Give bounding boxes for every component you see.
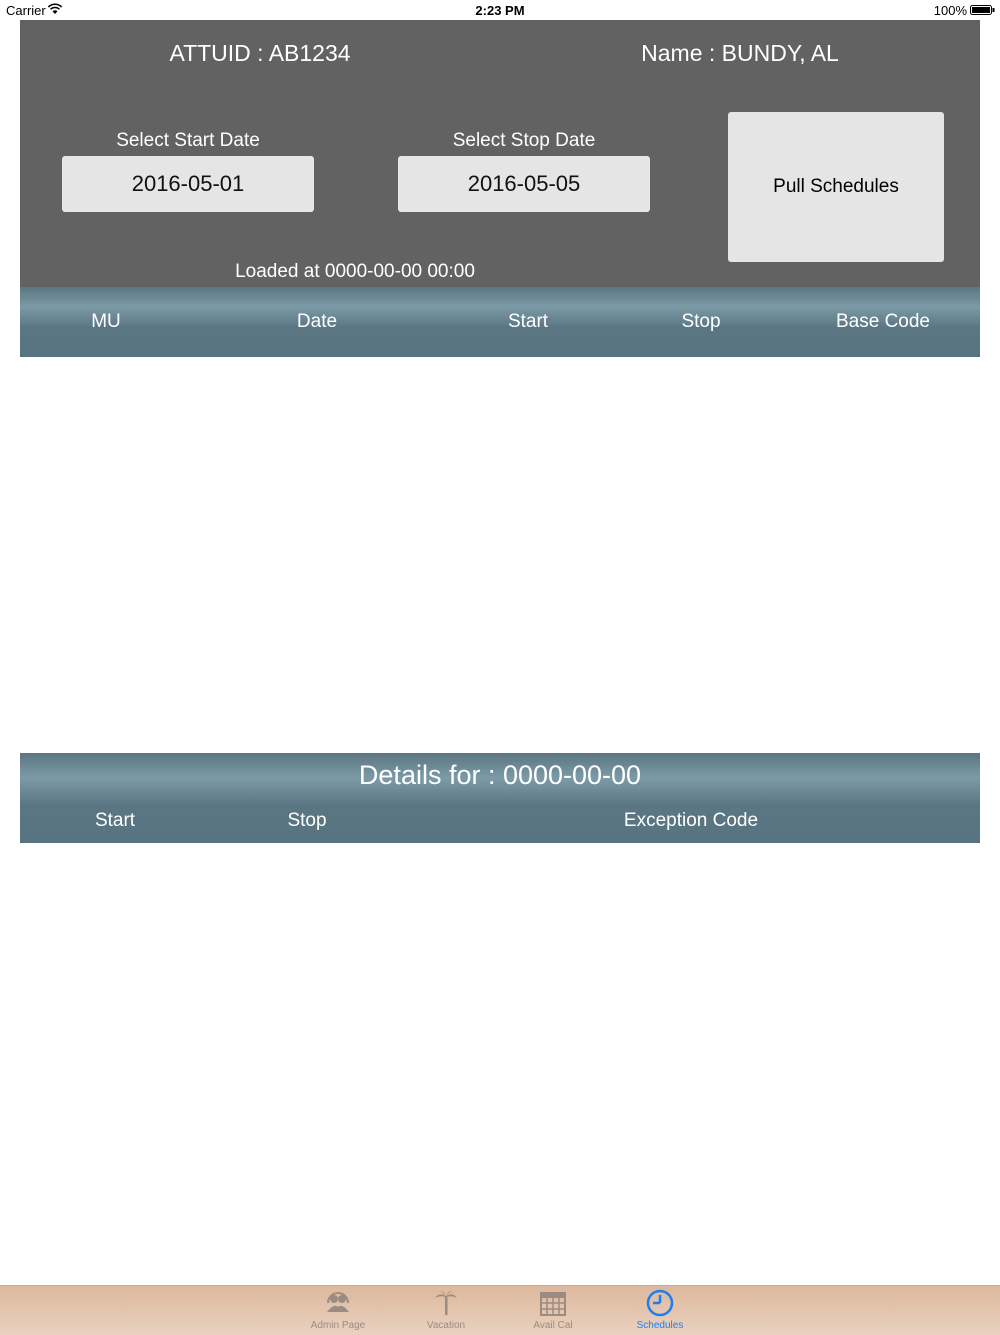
status-bar [0, 0, 1000, 20]
start-date-label: Select Start Date [116, 130, 260, 151]
battery-percent: 100% [933, 3, 967, 18]
details-header [20, 753, 980, 843]
carrier-label: Carrier [6, 3, 46, 18]
column-header-base-code: Base Code [835, 311, 930, 332]
battery-icon [970, 5, 995, 15]
clock-icon [646, 1289, 674, 1317]
tab-label-admin-page: Admin Page [310, 1320, 366, 1331]
tab-vacation[interactable] [396, 1286, 496, 1335]
column-header-stop: Stop [681, 311, 721, 332]
tab-label-vacation: Vacation [426, 1320, 466, 1331]
tab-admin-page[interactable] [288, 1286, 388, 1335]
details-list[interactable] [20, 843, 980, 1283]
stop-date-label: Select Stop Date [452, 130, 596, 151]
tab-bar [0, 1285, 1000, 1335]
schedule-table-header [20, 287, 980, 357]
details-column-exception-code: Exception Code [623, 810, 759, 831]
palm-tree-icon [432, 1289, 460, 1317]
tab-label-avail-cal: Avail Cal [533, 1320, 573, 1331]
details-title: Details for : 0000-00-00 [358, 760, 642, 790]
column-header-start: Start [507, 311, 549, 332]
column-header-mu: MU [91, 311, 121, 332]
tab-schedules[interactable] [610, 1286, 710, 1335]
header-panel [20, 20, 980, 288]
column-header-date: Date [296, 311, 338, 332]
admin-icon [324, 1289, 352, 1317]
employee-name-label: Name : BUNDY, AL [641, 40, 839, 66]
attuid-label: ATTUID : AB1234 [169, 40, 351, 66]
start-date-field[interactable]: 2016-05-01 [62, 156, 314, 212]
stop-date-field[interactable]: 2016-05-05 [398, 156, 650, 212]
clock-time: 2:23 PM [475, 3, 525, 18]
tab-label-schedules: Schedules [636, 1320, 684, 1331]
pull-schedules-button[interactable]: Pull Schedules [728, 112, 944, 262]
schedule-list[interactable] [20, 357, 980, 753]
loaded-timestamp: Loaded at 0000-00-00 00:00 [235, 261, 475, 282]
tab-avail-cal[interactable] [503, 1286, 603, 1335]
details-column-stop: Stop [287, 810, 327, 831]
calendar-icon [539, 1289, 567, 1317]
details-column-start: Start [94, 810, 136, 831]
